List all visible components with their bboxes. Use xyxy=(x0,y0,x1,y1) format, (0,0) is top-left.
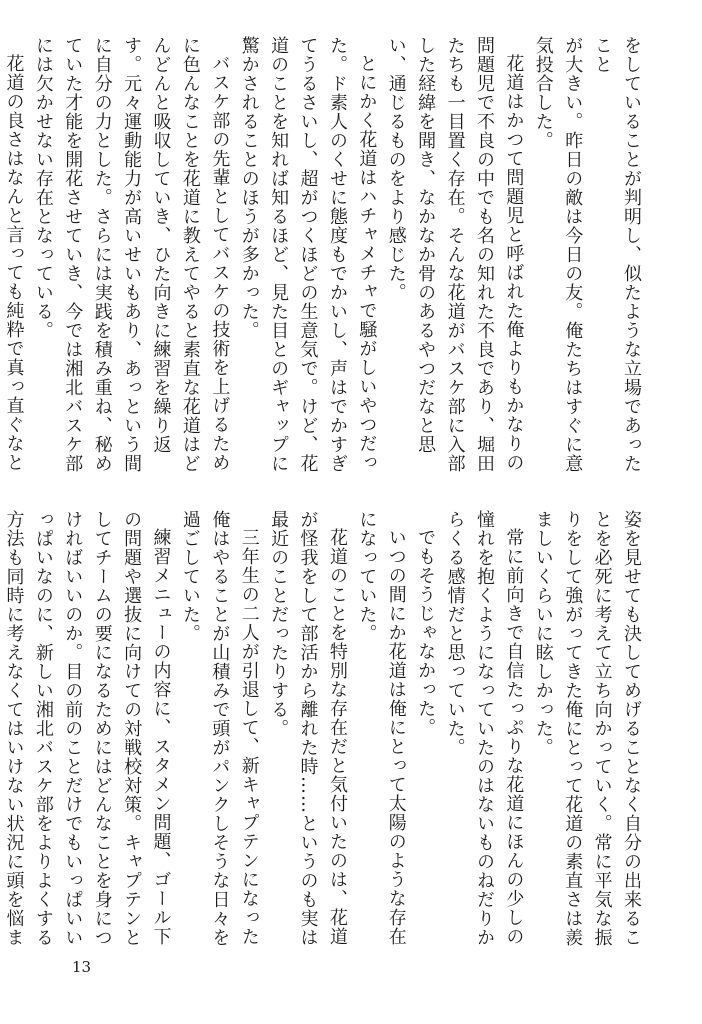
paragraph: 三年生の二人が引退して、新キャプテンになった俺はやることが山積みで頭がパンクしそうな日々を過ごしていた。 xyxy=(179,510,260,947)
paragraph: でもそうじゃなかった。 xyxy=(415,528,437,737)
paragraph: とにかく花道はハチャメチャで騒がしいやつだった。ド素人のくせに態度もでかいし、声はでかすぎてうるさいし、超がつくほどの生意気で。けど、花道のことを知れば知るほど、見た目とのギャップに驚かされることのほうが多かった。 xyxy=(238,36,378,473)
top-lead-line: をしていることが判明し、似たような立場であったこと xyxy=(591,36,642,473)
paragraph: いつの間にか花道は俺にとって太陽のような存在になっていた。 xyxy=(356,510,407,946)
paragraph: 常に前向きで自信たっぷりな花道にほんの少しの憧れを抱くようになっていたのはないものねだりからくる感情だと思っていた。 xyxy=(444,510,525,947)
page-number: 13 xyxy=(72,958,92,976)
paragraph: 花道のことを特別な存在だと気付いたのは、花道が怪我をして部活から離れた時……というのも実は最近のことだったりする。 xyxy=(268,510,348,947)
paragraph: 練習メニューの内容に、スタメン問題、ゴール下の問題や選抜に向けての対戦校対策。キャプテンとしてチームの要になるためにはどんなことを身につければいいのか。目の前のことだけでもいっぱいいっぱいなのに、新しい湘北バスケ部をよりよくする方法も同時に考えなくてはいけない状況に頭を悩ま xyxy=(3,510,172,947)
paragraph: 花道はかつて問題児と呼ばれた俺よりもかなりの問題児で不良の中でも名の知れた不良であり、堀田たちも一目置く存在。そんな花道がバスケ部に入部した経緯を聞き、なかなか骨のあるやつだなと思い、通じるものをより感じた。 xyxy=(385,36,525,473)
bottom-text-block xyxy=(3,510,646,950)
paragraph: 姿を見せても決してめげることなく自分の出来ることを必死に考えて立ち向かっていく。常に平気な振りをして強がってきた俺にとって花道の素直さは羨ましいくらいに眩しかった。 xyxy=(532,510,642,947)
top-text-block xyxy=(3,36,646,476)
paragraph: が大きい。昨日の敵は今日の友。俺たちはすぐに意気投合した。 xyxy=(532,36,584,473)
paragraph: バスケ部の先輩としてバスケの技術を上げるために色んなことを花道に教えてやると素直な花道はどんどんと吸収していき、ひた向きに練習を繰り返す。元々運動能力が高いせいもあり、あっという間に自分の力とした。さらには実践を積み重ね、秘めていた才能を開花させていき、今では湘北バスケ部には欠かせない存在となっている。 xyxy=(32,36,231,473)
paragraph: 花道の良さはなんと言っても純粋で真っ直ぐなと xyxy=(3,54,25,472)
